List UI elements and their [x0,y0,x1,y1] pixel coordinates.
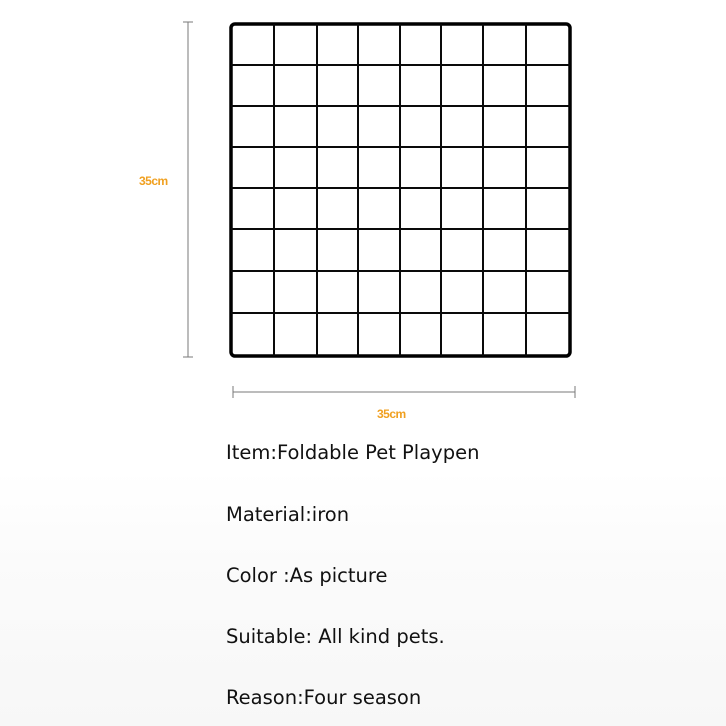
spec-suitable: Suitable: All kind pets. [226,625,445,648]
width-dimension-label: 35cm [377,407,406,421]
spec-reason: Reason:Four season [226,686,422,709]
spec-material: Material:iron [226,503,350,526]
height-dimension-label: 35cm [139,174,168,188]
width-dimension-line [233,386,575,398]
spec-color: Color :As picture [226,564,388,587]
height-dimension-line [183,22,193,357]
spec-item: Item:Foldable Pet Playpen [226,441,480,464]
